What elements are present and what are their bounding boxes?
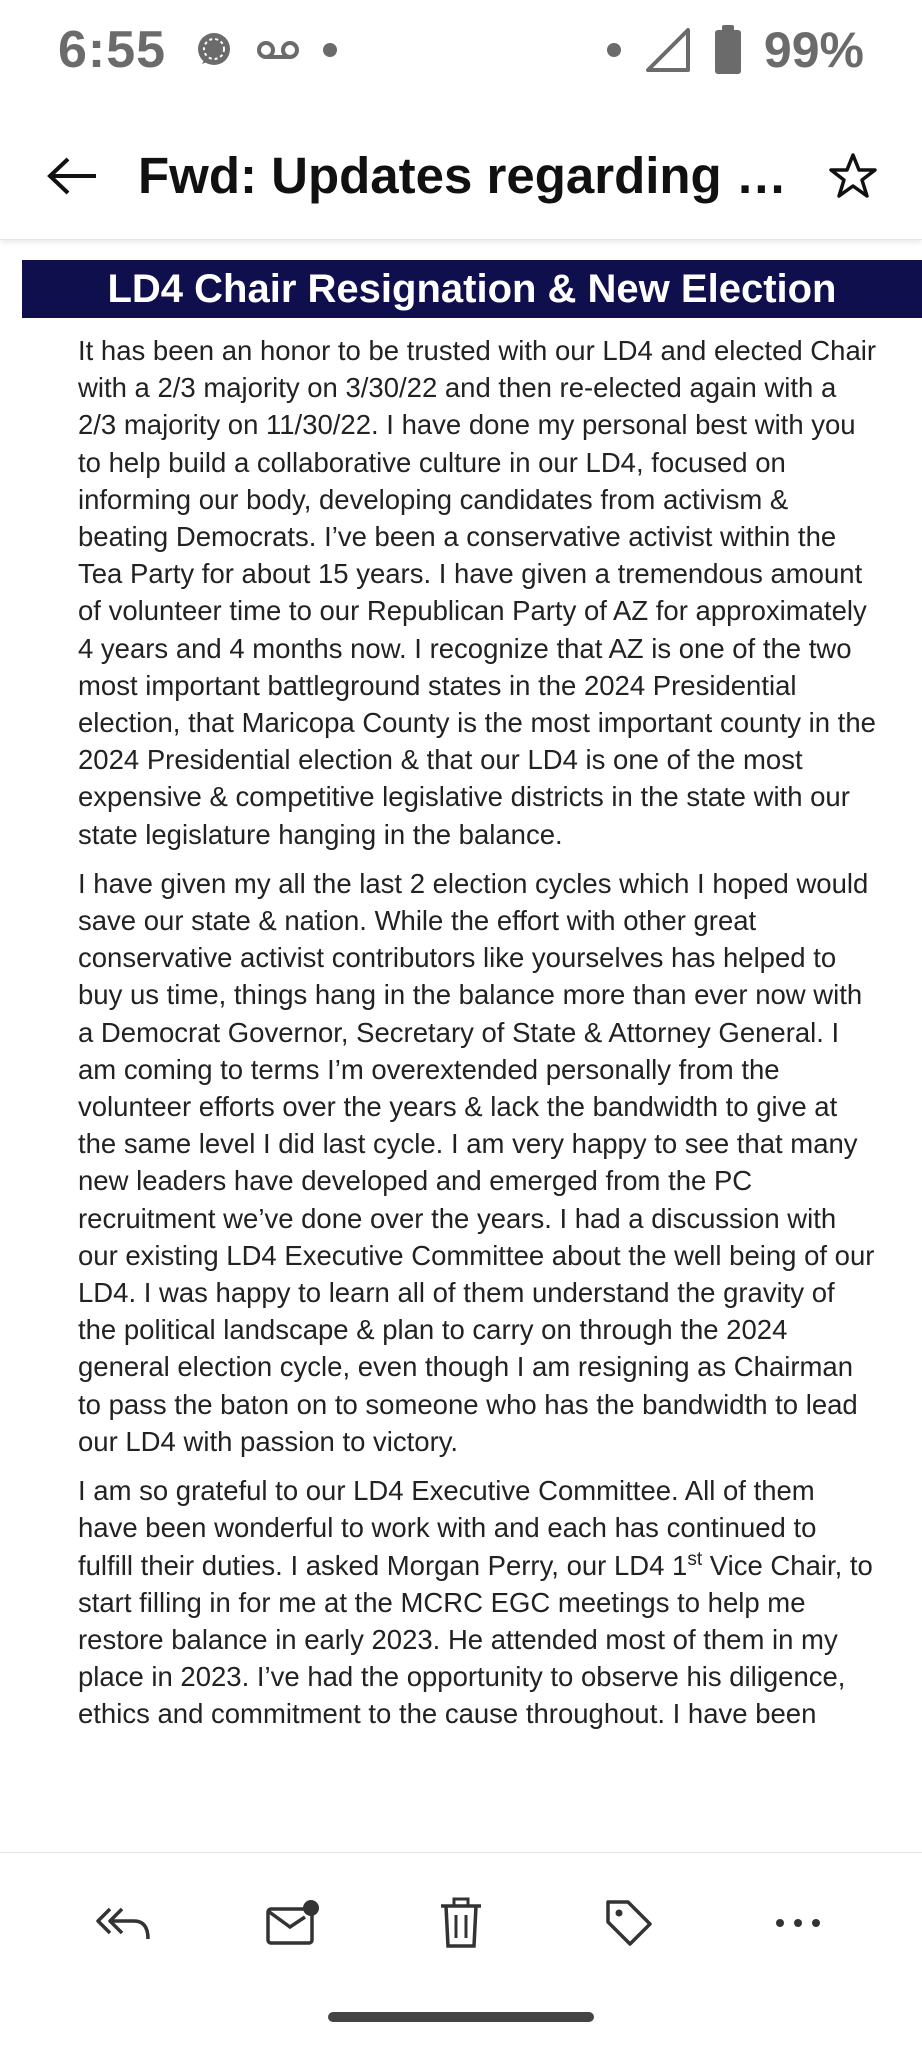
status-icons-right: [606, 21, 864, 79]
signal-icon: [644, 26, 692, 74]
paragraph-3-part-2: Vice Chair, to start filling in for me at the MCRC EGC meetings to help me restore balance in early 2023. He attended most of them in my place in 2023. I’ve had the opportunity to observe his diligence, ethics and commitment to the cause throughout. I have been: [78, 1549, 873, 1730]
section-banner: LD4 Chair Resignation & New Election: [22, 260, 922, 318]
battery-icon: [714, 25, 742, 75]
email-subject: Fwd: Updates regarding …: [138, 147, 787, 204]
email-body[interactable]: [0, 242, 922, 1852]
paragraph-3: [78, 1472, 878, 1732]
arrow-left-icon: [46, 156, 98, 196]
dot-icon: [322, 42, 338, 58]
battery-percent: 99%: [763, 22, 864, 78]
home-indicator[interactable]: [328, 2012, 594, 2022]
reply-all-icon: [96, 1903, 152, 1943]
status-time: 6:55: [58, 21, 167, 79]
paragraph-3-part-1: I am so grateful to our LD4 Executive Committee. All of them have been wonderful to work with and each has continued to fulfill their duties. I asked Morgan Perry, our LD4 1: [78, 1475, 817, 1581]
mark-unread-icon: [265, 1899, 321, 1947]
delete-button[interactable]: [416, 1878, 506, 1968]
label-icon: [604, 1898, 654, 1948]
reply-all-button[interactable]: [79, 1878, 169, 1968]
star-outline-icon: [828, 151, 878, 201]
app-bar: [0, 112, 922, 240]
status-bar: [0, 0, 922, 100]
voicemail-icon: [256, 37, 300, 63]
more-icon: [774, 1917, 822, 1929]
delete-icon: [439, 1897, 483, 1949]
messenger-icon: [194, 30, 234, 70]
back-button[interactable]: [22, 126, 122, 226]
paragraph-2: I have given my all the last 2 election cycles which I hoped would save our state & nation. While the effort with other great conservative activist contributors like yourselves has helped to buy us time, things hang in the balance more than ever now with a Democrat Governor, Secretary of State & Attorney General. I am coming to terms I’m overextended personally from the volunteer efforts over the years & lack the bandwidth to give at the same level I did last cycle. I am very happy to see that many new leaders have developed and emerged from the PC recruitment we’ve done over the years. I had a discussion with our existing LD4 Executive Committee about the well being of our LD4. I was happy to learn all of them understand the gravity of the political landscape & plan to carry on through the 2024 general election cycle, even though I am resigning as Chairman to pass the baton on to someone who has the bandwidth to lead our LD4 with passion to victory.: [78, 867, 875, 1457]
email-text: [78, 332, 878, 1745]
paragraph-1: It has been an honor to be trusted with our LD4 and elected Chair with a 2/3 majority on 3/30/22 and then re-elected again with a 2/3 majority on 11/30/22. I have done my personal best with you to help build a collaborative culture in our LD4, focused on informing our body, developing candidates from activism & beating Democrats. I’ve been a conservative activist within the Tea Party for about 15 years. I have given a tremendous amount of volunteer time to our Republican Party of AZ for approximately 4 years and 4 months now. I recognize that AZ is one of the two most important battleground states in the 2024 Presidential election, that Maricopa County is the most important county in the 2024 Presidential election & that our LD4 is one of the most expensive & competitive legislative districts in the state with our state legislature hanging in the balance.: [78, 335, 877, 850]
bottom-toolbar: [0, 1852, 922, 1992]
more-button[interactable]: [753, 1878, 843, 1968]
ordinal-suffix: st: [687, 1548, 703, 1570]
mark-unread-button[interactable]: [248, 1878, 338, 1968]
star-button[interactable]: [808, 126, 898, 226]
status-icons-left: [194, 30, 338, 70]
dot-icon: [606, 42, 622, 58]
label-button[interactable]: [584, 1878, 674, 1968]
